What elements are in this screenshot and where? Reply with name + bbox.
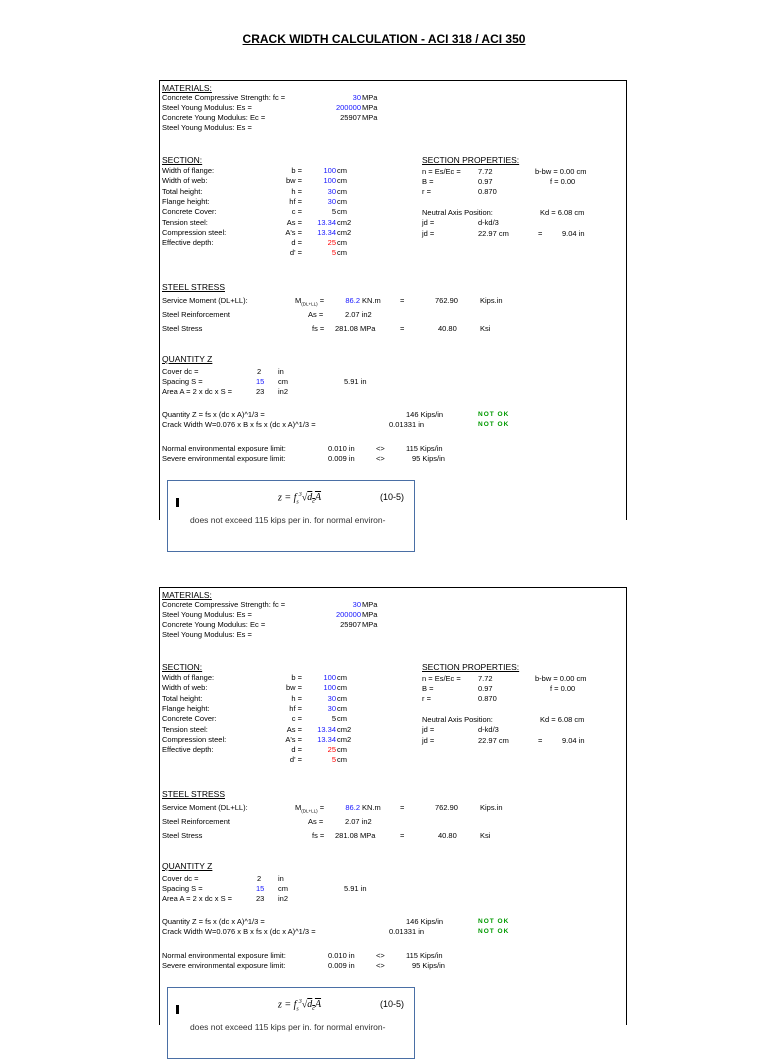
normal-exposure-label: Normal environmental exposure limit: xyxy=(162,951,286,960)
f-value: f = 0.00 xyxy=(550,684,576,693)
moment-label: Service Moment (DL+LL): xyxy=(162,296,248,305)
normal-exposure-compare: <> xyxy=(376,951,385,960)
section-row-label: Width of web: xyxy=(162,683,208,693)
section-row-value: 30 xyxy=(327,693,336,703)
cover-value: 2 xyxy=(257,367,262,376)
spacing-label: Spacing S = xyxy=(162,377,203,386)
section-row-value: 5 xyxy=(331,714,336,724)
stress-value: 281.08 MPa xyxy=(335,324,376,333)
section-row-value: 30 xyxy=(327,186,336,196)
section-row-symbol: hf = xyxy=(289,196,302,206)
section-row-unit: cm xyxy=(337,166,347,175)
area-label: Area A = 2 x dc x S = xyxy=(162,894,233,903)
stress-conversion-unit: Ksi xyxy=(480,831,491,840)
reinforcement-label: Steel Reinforcement xyxy=(162,817,230,826)
ec-label: Concrete Young Modulus: Ec = xyxy=(162,620,266,629)
section-row-label: Compression steel: xyxy=(162,734,227,744)
jd2-value: 22.97 cm xyxy=(478,736,509,745)
fc-value: 30 xyxy=(352,600,361,609)
equation-excerpt xyxy=(167,480,415,552)
spacing-unit: cm xyxy=(278,884,288,893)
materials-heading: MATERIALS: xyxy=(162,590,212,600)
normal-exposure-compare: <> xyxy=(376,444,385,453)
section-row-value: 13.34 xyxy=(317,217,336,227)
fc-unit: MPa xyxy=(362,600,378,609)
moment-label: Service Moment (DL+LL): xyxy=(162,803,248,812)
jd1-value: d-kd/3 xyxy=(478,725,499,734)
page-title: CRACK WIDTH CALCULATION - ACI 318 / ACI 350 xyxy=(242,32,526,46)
f-value: f = 0.00 xyxy=(550,177,576,186)
r-value: 0.870 xyxy=(478,694,497,703)
section-row-unit: cm xyxy=(337,176,347,186)
normal-exposure-value: 0.010 in xyxy=(328,951,355,960)
section-row-symbol: As = xyxy=(286,217,302,227)
materials-heading: MATERIALS: xyxy=(162,83,212,93)
n-value: 7.72 xyxy=(478,674,493,683)
section-row-label: Concrete Cover: xyxy=(162,714,217,724)
n-label: n = Es/Ec = xyxy=(422,674,461,683)
section-row-symbol: d' = xyxy=(289,248,302,258)
section-row-symbol: d = xyxy=(291,745,302,755)
es-value: 200000 xyxy=(335,103,361,112)
fc-value: 30 xyxy=(352,93,361,102)
section-row-unit: cm xyxy=(337,693,347,703)
section-row-unit: cm xyxy=(337,703,347,713)
kd-value: Kd = 6.08 cm xyxy=(540,208,585,217)
section-row-value: 5 xyxy=(331,248,336,258)
moment-unit: KN.m xyxy=(362,296,381,305)
section-row-symbol: c = xyxy=(291,714,302,724)
es-unit: MPa xyxy=(362,103,378,112)
section-row-label: Flange height: xyxy=(162,703,210,713)
b-bw-value: b-bw = 0.00 cm xyxy=(535,167,587,176)
section-row-unit: cm2 xyxy=(337,724,352,734)
moment-conversion-unit: Kips.in xyxy=(480,296,503,305)
jd2-inches: 9.04 in xyxy=(562,736,585,745)
cover-unit: in xyxy=(278,367,284,376)
reinforcement-value: 2.07 in2 xyxy=(345,817,372,826)
equation-formula: $z = f_s^3√d_cA$ xyxy=(278,492,322,506)
area-value: 23 xyxy=(256,894,265,903)
severe-exposure-value: 0.009 in xyxy=(328,961,355,970)
stress-equals: = xyxy=(400,831,405,840)
stress-equals: = xyxy=(400,324,405,333)
section-row-symbol: h = xyxy=(291,693,302,703)
w-label: Crack Width W=0.076 x B x fs x (dc x A)^1/3 = xyxy=(162,927,316,936)
b-label: B = xyxy=(422,684,434,693)
fc-unit: MPa xyxy=(362,93,378,102)
moment-value: 86.2 xyxy=(345,296,360,305)
moment-equals: = xyxy=(400,296,405,305)
section-row-symbol: As = xyxy=(286,724,302,734)
stress-label: Steel Stress xyxy=(162,324,203,333)
stress-conversion: 40.80 xyxy=(438,831,457,840)
section-row-value: 100 xyxy=(323,166,336,175)
jd2-label: jd = xyxy=(422,229,435,238)
section-row-value: 5 xyxy=(331,207,336,217)
z-label: Quantity Z = fs x (dc x A)^1/3 = xyxy=(162,410,265,419)
jd2-equals: = xyxy=(538,229,543,238)
section-row-label: Total height: xyxy=(162,186,203,196)
section-row-value: 13.34 xyxy=(317,227,336,237)
normal-exposure-label: Normal environmental exposure limit: xyxy=(162,444,286,453)
section-row-value: 100 xyxy=(323,673,336,682)
section-row-value: 30 xyxy=(327,196,336,206)
r-label: r = xyxy=(422,694,431,703)
es-label: Steel Young Modulus: Es = xyxy=(162,103,252,112)
neutral-axis-label: Neutral Axis Position: xyxy=(422,715,493,724)
quantity-heading: QUANTITY Z xyxy=(162,861,213,871)
section-row-label: Effective depth: xyxy=(162,238,214,248)
moment-unit: KN.m xyxy=(362,803,381,812)
quantity-heading: QUANTITY Z xyxy=(162,354,213,364)
section-row-label: Total height: xyxy=(162,693,203,703)
section-row-unit: cm xyxy=(337,186,347,196)
b-value: 0.97 xyxy=(478,177,493,186)
normal-exposure-value: 0.010 in xyxy=(328,444,355,453)
jd1-label: jd = xyxy=(422,218,435,227)
section-row-symbol: c = xyxy=(291,207,302,217)
equation-number: (10-5) xyxy=(380,492,405,502)
spacing-conversion: 5.91 in xyxy=(344,377,367,386)
ec-unit: MPa xyxy=(362,113,378,122)
cover-unit: in xyxy=(278,874,284,883)
moment-symbol: $M_{(DL+LL)}$ = xyxy=(295,803,325,814)
spacing-value: 15 xyxy=(256,884,265,893)
cover-value: 2 xyxy=(257,874,262,883)
ec-unit: MPa xyxy=(362,620,378,629)
section-row-symbol: h = xyxy=(291,186,302,196)
kd-value: Kd = 6.08 cm xyxy=(540,715,585,724)
steel-heading: STEEL STRESS xyxy=(162,282,225,292)
section-row-unit: cm xyxy=(337,745,347,755)
cover-label: Cover dc = xyxy=(162,874,199,883)
w-value: 0.01331 in xyxy=(389,927,425,936)
reinforcement-label: Steel Reinforcement xyxy=(162,310,230,319)
bullet-marker xyxy=(176,498,179,507)
reinforcement-symbol: As = xyxy=(308,310,324,319)
properties-heading: SECTION PROPERTIES: xyxy=(422,662,520,672)
spacing-label: Spacing S = xyxy=(162,884,203,893)
ec-value: 25907 xyxy=(340,113,361,122)
r-label: r = xyxy=(422,187,431,196)
n-value: 7.72 xyxy=(478,167,493,176)
section-row-symbol: b = xyxy=(291,166,302,175)
r-value: 0.870 xyxy=(478,187,497,196)
b-bw-value: b-bw = 0.00 cm xyxy=(535,674,587,683)
normal-exposure-limit: 115 Kips/in xyxy=(406,444,443,453)
reinforcement-symbol: As = xyxy=(308,817,324,826)
normal-exposure-limit: 115 Kips/in xyxy=(406,951,443,960)
neutral-axis-label: Neutral Axis Position: xyxy=(422,208,493,217)
z-status-badge: NOT OK xyxy=(478,411,510,418)
jd2-label: jd = xyxy=(422,736,435,745)
severe-exposure-compare: <> xyxy=(376,454,385,463)
section-row-unit: cm xyxy=(337,755,347,765)
stress-symbol: fs = xyxy=(312,831,325,840)
section-row-label: Width of flange: xyxy=(162,166,215,175)
equation-excerpt xyxy=(167,987,415,1059)
section-row-symbol: A's = xyxy=(285,734,302,744)
es-unit: MPa xyxy=(362,610,378,619)
section-row-symbol: b = xyxy=(291,673,302,682)
es2-label: Steel Young Modulus: Es = xyxy=(162,630,252,639)
equation-description: does not exceed 115 kips per in. for normal environ- xyxy=(190,1022,386,1032)
equation-description: does not exceed 115 kips per in. for normal environ- xyxy=(190,515,386,525)
spacing-value: 15 xyxy=(256,377,265,386)
jd1-label: jd = xyxy=(422,725,435,734)
es-value: 200000 xyxy=(335,610,361,619)
spacing-unit: cm xyxy=(278,377,288,386)
bullet-marker xyxy=(176,1005,179,1014)
severe-exposure-limit: 95 Kips/in xyxy=(412,961,445,970)
section-row-value: 25 xyxy=(327,238,336,248)
section-row-label: Effective depth: xyxy=(162,745,214,755)
jd2-equals: = xyxy=(538,736,543,745)
z-label: Quantity Z = fs x (dc x A)^1/3 = xyxy=(162,917,265,926)
properties-heading: SECTION PROPERTIES: xyxy=(422,155,520,165)
section-row-value: 5 xyxy=(331,755,336,765)
jd2-inches: 9.04 in xyxy=(562,229,585,238)
section-row-label: Flange height: xyxy=(162,196,210,206)
equation-formula: $z = f_s^3√d_cA$ xyxy=(278,999,322,1013)
section-row-unit: cm xyxy=(337,714,347,724)
ec-label: Concrete Young Modulus: Ec = xyxy=(162,113,266,122)
section-row-value: 30 xyxy=(327,703,336,713)
steel-heading: STEEL STRESS xyxy=(162,789,225,799)
n-label: n = Es/Ec = xyxy=(422,167,461,176)
section-row-symbol: hf = xyxy=(289,703,302,713)
section-row-label: Compression steel: xyxy=(162,227,227,237)
moment-conversion: 762.90 xyxy=(435,296,458,305)
es-label: Steel Young Modulus: Es = xyxy=(162,610,252,619)
moment-value: 86.2 xyxy=(345,803,360,812)
section-row-unit: cm xyxy=(337,248,347,258)
section-row-unit: cm2 xyxy=(337,227,352,237)
severe-exposure-label: Severe environmental exposure limit: xyxy=(162,454,286,463)
area-unit: in2 xyxy=(278,894,289,903)
b-value: 0.97 xyxy=(478,684,493,693)
section-row-label: Tension steel: xyxy=(162,217,208,227)
section-row-symbol: d' = xyxy=(289,755,302,765)
w-value: 0.01331 in xyxy=(389,420,425,429)
section-row-unit: cm2 xyxy=(337,217,352,227)
equation-number: (10-5) xyxy=(380,999,405,1009)
es2-label: Steel Young Modulus: Es = xyxy=(162,123,252,132)
area-label: Area A = 2 x dc x S = xyxy=(162,387,233,396)
severe-exposure-limit: 95 Kips/in xyxy=(412,454,445,463)
section-row-unit: cm xyxy=(337,207,347,217)
fc-label: Concrete Compressive Strength: fc = xyxy=(162,93,286,102)
section-heading: SECTION: xyxy=(162,662,203,672)
stress-label: Steel Stress xyxy=(162,831,203,840)
reinforcement-value: 2.07 in2 xyxy=(345,310,372,319)
cover-label: Cover dc = xyxy=(162,367,199,376)
calc-sheet xyxy=(159,80,627,525)
section-row-label: Concrete Cover: xyxy=(162,207,217,217)
z-value: 146 Kips/in xyxy=(406,917,444,926)
section-row-symbol: bw = xyxy=(285,683,302,693)
stress-value: 281.08 MPa xyxy=(335,831,376,840)
section-row-unit: cm xyxy=(337,683,347,693)
section-row-symbol: A's = xyxy=(285,227,302,237)
w-status-badge: NOT OK xyxy=(478,928,510,935)
ec-value: 25907 xyxy=(340,620,361,629)
section-row-value: 13.34 xyxy=(317,734,336,744)
stress-conversion-unit: Ksi xyxy=(480,324,491,333)
section-row-unit: cm xyxy=(337,238,347,248)
w-status-badge: NOT OK xyxy=(478,421,510,428)
calc-sheet-duplicate xyxy=(159,587,627,1032)
z-status-badge: NOT OK xyxy=(478,918,510,925)
section-row-value: 100 xyxy=(323,683,336,693)
b-label: B = xyxy=(422,177,434,186)
section-row-label: Tension steel: xyxy=(162,724,208,734)
section-row-unit: cm xyxy=(337,196,347,206)
severe-exposure-compare: <> xyxy=(376,961,385,970)
moment-symbol: $M_{(DL+LL)}$ = xyxy=(295,296,325,307)
stress-symbol: fs = xyxy=(312,324,325,333)
area-unit: in2 xyxy=(278,387,289,396)
section-row-symbol: d = xyxy=(291,238,302,248)
jd2-value: 22.97 cm xyxy=(478,229,509,238)
section-row-symbol: bw = xyxy=(285,176,302,186)
section-row-unit: cm xyxy=(337,673,347,682)
severe-exposure-value: 0.009 in xyxy=(328,454,355,463)
z-value: 146 Kips/in xyxy=(406,410,444,419)
fc-label: Concrete Compressive Strength: fc = xyxy=(162,600,286,609)
section-row-label: Width of flange: xyxy=(162,673,215,682)
severe-exposure-label: Severe environmental exposure limit: xyxy=(162,961,286,970)
section-row-value: 13.34 xyxy=(317,724,336,734)
section-row-unit: cm2 xyxy=(337,734,352,744)
section-row-value: 100 xyxy=(323,176,336,186)
moment-equals: = xyxy=(400,803,405,812)
jd1-value: d-kd/3 xyxy=(478,218,499,227)
area-value: 23 xyxy=(256,387,265,396)
section-heading: SECTION: xyxy=(162,155,203,165)
section-row-value: 25 xyxy=(327,745,336,755)
moment-conversion-unit: Kips.in xyxy=(480,803,503,812)
section-row-label: Width of web: xyxy=(162,176,208,186)
spacing-conversion: 5.91 in xyxy=(344,884,367,893)
moment-conversion: 762.90 xyxy=(435,803,458,812)
stress-conversion: 40.80 xyxy=(438,324,457,333)
w-label: Crack Width W=0.076 x B x fs x (dc x A)^1/3 = xyxy=(162,420,316,429)
